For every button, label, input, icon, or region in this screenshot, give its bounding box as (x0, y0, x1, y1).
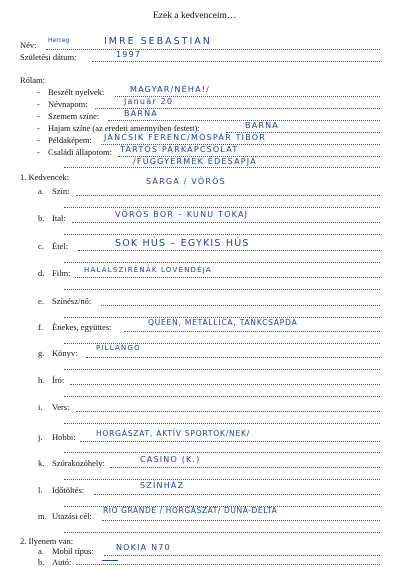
fav-label-club: Szórakozóhely: (52, 458, 105, 468)
fav-letter: j. (38, 432, 43, 442)
fav-value-singer: QUEEN, METALLICA, TANKCSAPDA (148, 318, 298, 327)
bullet: - (37, 135, 40, 145)
about-value-status-2: /FÜGGYERMEK ÉDESAPJA (133, 157, 257, 166)
fav-letter: m. (38, 511, 47, 521)
fav-line-poem (76, 411, 380, 412)
fav-label-singer: Énekes, együttes: (52, 322, 112, 332)
about-value-rolemodel: JANCSIK FERENC/MÓSPÁR TIBOR (104, 133, 267, 142)
type-section-header: 2. Ilyenem van: (20, 536, 74, 546)
birth-line (92, 61, 380, 62)
type-label-mobile: Mobil típus: (52, 546, 94, 556)
fav-value-film: HALÁLSZIRÉNÁK LOVENDÉJA (84, 266, 212, 274)
favorites-header: 1. Kedvencek: (20, 172, 70, 182)
fav-label-drink: Ital: (52, 213, 66, 223)
type-label-car: Autó: (52, 557, 72, 567)
fav-label-poem: Vers: (52, 402, 70, 412)
about-value-languages: MAGYAR/NÉHA!/ (130, 85, 211, 94)
fav-line-color-2 (64, 207, 380, 208)
fav-letter: a. (38, 186, 44, 196)
fav-value-book: PILLANGÓ (96, 344, 141, 352)
about-value-eyes: BARNA (124, 109, 158, 118)
fav-line-book-2 (64, 369, 380, 370)
fav-line-singer (124, 331, 380, 332)
name-prefix: Herceg (48, 37, 70, 44)
fav-letter: e. (38, 296, 44, 306)
type-letter: a. (38, 546, 44, 556)
fav-letter: b. (38, 213, 45, 223)
about-line-eyes (108, 120, 380, 121)
fav-line-film (75, 277, 380, 278)
fav-value-pastime: SZÍNHÁZ (140, 481, 185, 490)
fav-label-book: Könyv: (52, 348, 78, 358)
bullet: - (37, 111, 40, 121)
fav-line-travel (102, 520, 380, 521)
about-label-nameday: Névnapom: (48, 99, 88, 109)
fav-line-drink-2 (64, 234, 380, 235)
fav-label-pastime: Időtöltés: (52, 485, 85, 495)
about-value-nameday: Január 20 (124, 97, 174, 106)
birth-value: 1997 (116, 50, 142, 59)
fav-line-author-2 (64, 396, 380, 397)
fav-letter: g. (38, 348, 45, 358)
fav-value-drink: VÖRÖS BOR – KUNU TOKAJ (115, 210, 249, 219)
about-label-hair: Hajam színe (az eredeti amennyiben festett): (48, 123, 200, 133)
fav-label-author: Író: (52, 375, 65, 385)
fav-line-hobby (80, 441, 380, 442)
name-value: IMRE SEBASTIAN (104, 36, 212, 47)
fav-letter: h. (38, 375, 45, 385)
birth-label: Születési dátum: (20, 52, 77, 62)
fav-letter: f. (38, 322, 43, 332)
fav-value-hobby: HORGÁSZAT, AKTÍV SPORTOK/NEK/ (96, 429, 251, 438)
about-label-eyes: Szemem színe: (48, 111, 100, 121)
fav-line-club-2 (64, 479, 380, 480)
fav-label-food: Étel: (52, 241, 69, 251)
bullet: - (37, 147, 40, 157)
fav-line-pastime (94, 494, 380, 495)
about-value-hair: BARNA (245, 121, 279, 130)
about-label-status: Családi állapotom: (48, 147, 112, 157)
type-value-mobile: NOKIA N70 (116, 543, 171, 552)
fav-label-travel: Utazási cél: (52, 511, 92, 521)
fav-letter: d. (38, 268, 45, 278)
fav-line-color (76, 195, 380, 196)
type-letter: b. (38, 557, 45, 567)
name-line (46, 49, 380, 50)
fav-line-drink (72, 222, 380, 223)
fav-value-color: SÁRGA / VÖRÖS (146, 177, 226, 186)
about-label-rolemodel: Példaképem: (48, 135, 92, 145)
fav-line-travel-2 (64, 532, 380, 533)
pen-stroke (102, 560, 118, 561)
fav-line-book (86, 357, 380, 358)
fav-line-author (70, 384, 380, 385)
fav-line-hobby-2 (64, 452, 380, 453)
fav-value-travel: RIO GRANDE / HORGÁSZAT/ DUNA-DELTA (103, 506, 278, 515)
about-line-status-2 (64, 167, 380, 168)
type-line-mobile (104, 555, 380, 556)
bullet: - (37, 99, 40, 109)
fav-letter: k. (38, 458, 45, 468)
fav-letter: i. (38, 402, 43, 412)
fav-label-hobby: Hobbi: (52, 432, 76, 442)
fav-letter: l. (38, 485, 43, 495)
fav-label-film: Film: (52, 268, 71, 278)
about-header: Rólam: (20, 75, 46, 85)
fav-letter: c. (38, 241, 44, 251)
about-label-languages: Beszélt nyelvek: (48, 87, 105, 97)
fav-line-club (110, 467, 380, 468)
about-value-status: TARTÓS PÁRKAPCSOLAT (120, 145, 239, 154)
page-title: Ezek a kedvenceim… (153, 11, 237, 21)
bullet: - (37, 123, 40, 133)
name-label: Név: (20, 40, 37, 50)
fav-label-color: Szín: (52, 186, 70, 196)
fav-line-film-2 (64, 289, 380, 290)
fav-line-poem-2 (64, 423, 380, 424)
fav-line-actor (101, 305, 380, 306)
fav-value-club: CASINO (K.) (140, 455, 201, 464)
fav-label-actor: Színész/nő: (52, 296, 92, 306)
fav-line-food (78, 250, 380, 251)
bullet: - (37, 87, 40, 97)
fav-line-food-2 (64, 262, 380, 263)
fav-value-food: SOK HÚS – EGYKIS HÚS (115, 238, 250, 249)
